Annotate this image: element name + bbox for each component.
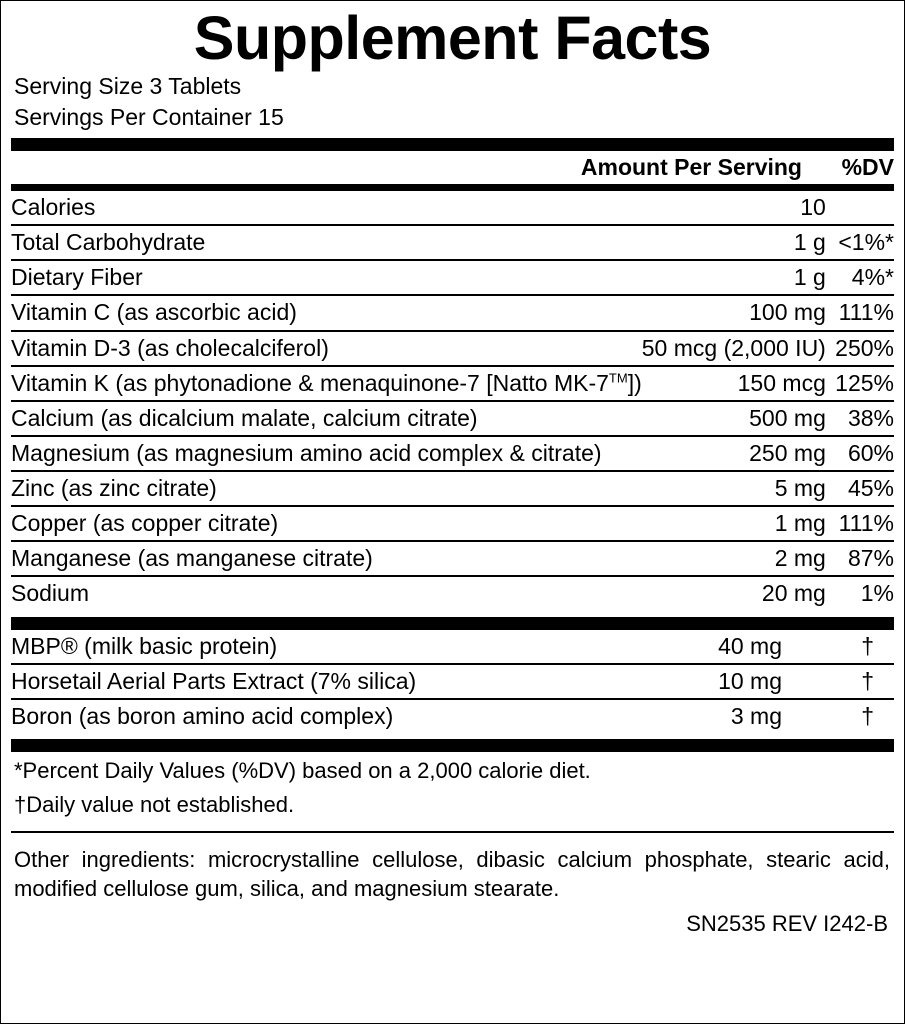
other-ingredients: Other ingredients: microcrystalline cellulose, dibasic calcium phosphate, stearic acid, modified cellulose gum, silica, and magnesium stearate. bbox=[14, 847, 890, 902]
nutrient-name: Calcium (as dicalcium malate, calcium citrate) bbox=[11, 401, 642, 436]
header-dv: %DV bbox=[841, 153, 894, 180]
nutrient-dv: 111% bbox=[826, 506, 894, 541]
servings-per-container: Servings Per Container 15 bbox=[14, 103, 284, 130]
nutrient-name: Vitamin C (as ascorbic acid) bbox=[11, 295, 642, 330]
divider-thick-middle bbox=[11, 617, 894, 630]
nutrient-amount: 250 mg bbox=[642, 436, 826, 471]
nutrient-amount: 150 mcg bbox=[642, 366, 826, 401]
table-row bbox=[11, 331, 894, 366]
nutrient-amount: 100 mg bbox=[642, 295, 826, 330]
table-row bbox=[11, 506, 894, 541]
nutrient-name: Copper (as copper citrate) bbox=[11, 506, 642, 541]
page-title: Supplement Facts bbox=[193, 4, 712, 72]
table-row bbox=[11, 191, 894, 225]
product-code: SN2535 REV I242-B bbox=[686, 911, 888, 937]
nutrient-dv: 60% bbox=[826, 436, 894, 471]
nutrient-amount: 1 g bbox=[642, 225, 826, 260]
table-row bbox=[11, 366, 894, 401]
nutrient-dv: 1% bbox=[826, 576, 894, 610]
nutrient-dv bbox=[826, 191, 894, 225]
footnote-daily-values: *Percent Daily Values (%DV) based on a 2,000 calorie diet. bbox=[14, 757, 591, 783]
table-row bbox=[11, 664, 894, 699]
nutrient-name: Dietary Fiber bbox=[11, 260, 642, 295]
table-row bbox=[11, 260, 894, 295]
nutrient-amount: 500 mg bbox=[642, 401, 826, 436]
facts-header-table bbox=[11, 151, 894, 184]
divider-thick-top bbox=[11, 138, 894, 151]
trademark-mark: TM bbox=[608, 370, 628, 386]
table-row bbox=[11, 225, 894, 260]
nutrient-name: Horsetail Aerial Parts Extract (7% silica) bbox=[11, 664, 677, 699]
divider-thick-bottom bbox=[11, 739, 894, 752]
nutrient-name: Vitamin K (as phytonadione & menaquinone-7 [Natto MK-7™]) bbox=[11, 366, 642, 401]
nutrient-name: Sodium bbox=[11, 576, 642, 610]
nutrient-name: Total Carbohydrate bbox=[11, 225, 642, 260]
nutrient-dv: † bbox=[782, 664, 894, 699]
nutrient-dv: <1%* bbox=[826, 225, 894, 260]
nutrient-dv: † bbox=[782, 699, 894, 733]
divider-thin-ingredients bbox=[11, 831, 894, 833]
nutrients-table bbox=[11, 191, 894, 611]
table-row bbox=[11, 699, 894, 733]
table-row bbox=[11, 295, 894, 330]
nutrient-amount: 40 mg bbox=[718, 632, 782, 659]
nutrient-dv: 125% bbox=[826, 366, 894, 401]
nutrient-dv: 4%* bbox=[826, 260, 894, 295]
table-row bbox=[11, 401, 894, 436]
nutrient-amount: 50 mcg (2,000 IU) bbox=[642, 331, 826, 366]
other-nutrients-table bbox=[11, 630, 894, 733]
table-row bbox=[11, 436, 894, 471]
nutrient-name: MBP® (milk basic protein) bbox=[11, 632, 278, 659]
table-row bbox=[11, 576, 894, 610]
divider-medium-header bbox=[11, 184, 894, 191]
nutrient-dv: 45% bbox=[826, 471, 894, 506]
table-row bbox=[11, 541, 894, 576]
footnote-dagger: †Daily value not established. bbox=[14, 791, 295, 817]
table-header-row bbox=[11, 151, 894, 184]
nutrient-dv: † bbox=[861, 632, 874, 659]
nutrient-dv: 250% bbox=[826, 331, 894, 366]
nutrient-dv: 111% bbox=[826, 295, 894, 330]
nutrient-name: Zinc (as zinc citrate) bbox=[11, 471, 642, 506]
nutrient-dv: 38% bbox=[826, 401, 894, 436]
nutrient-amount: 2 mg bbox=[642, 541, 826, 576]
nutrient-amount: 1 mg bbox=[642, 506, 826, 541]
nutrient-name: Magnesium (as magnesium amino acid complex & citrate) bbox=[11, 436, 642, 471]
nutrient-amount: 1 g bbox=[642, 260, 826, 295]
nutrient-name: Calories bbox=[11, 194, 96, 221]
header-amount-per-serving: Amount Per Serving bbox=[580, 153, 802, 180]
nutrient-name: Manganese (as manganese citrate) bbox=[11, 541, 642, 576]
nutrient-name: Vitamin D-3 (as cholecalciferol) bbox=[11, 331, 642, 366]
nutrient-amount: 3 mg bbox=[677, 699, 782, 733]
nutrient-amount: 10 mg bbox=[677, 664, 782, 699]
nutrient-amount: 20 mg bbox=[642, 576, 826, 610]
nutrient-dv: 87% bbox=[826, 541, 894, 576]
table-row bbox=[11, 630, 894, 664]
serving-size: Serving Size 3 Tablets bbox=[14, 73, 242, 100]
nutrient-amount: 5 mg bbox=[642, 471, 826, 506]
nutrient-name: Boron (as boron amino acid complex) bbox=[11, 699, 677, 733]
nutrient-amount: 10 bbox=[800, 194, 826, 221]
table-row bbox=[11, 471, 894, 506]
